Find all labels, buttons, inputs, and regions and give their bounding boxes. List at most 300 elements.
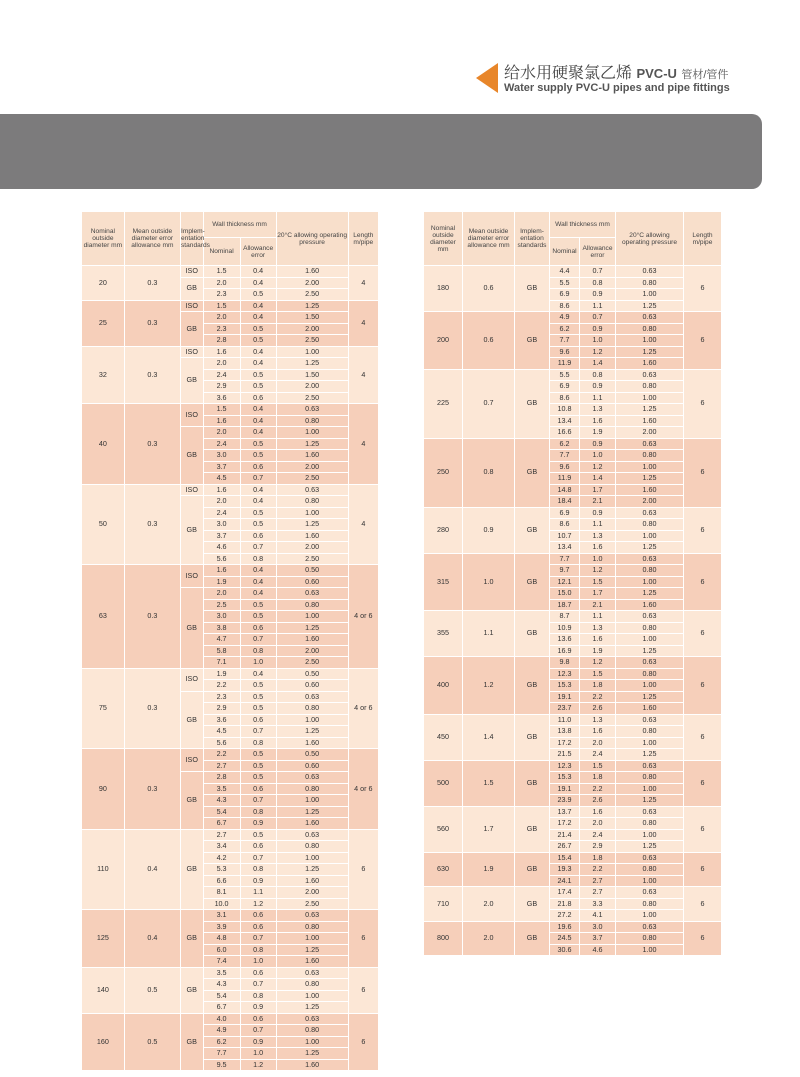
mean-od-cell: 0.5 bbox=[124, 967, 180, 1013]
pressure-cell: 0.50 bbox=[276, 668, 348, 680]
nominal-od-cell: 20 bbox=[82, 266, 125, 301]
mean-od-cell: 1.9 bbox=[463, 852, 515, 887]
wall-nominal-cell: 2.8 bbox=[203, 772, 240, 784]
nominal-od-cell: 90 bbox=[82, 749, 125, 830]
wall-allowance-cell: 0.4 bbox=[240, 668, 276, 680]
pressure-cell: 0.80 bbox=[276, 979, 348, 991]
pressure-cell: 2.50 bbox=[276, 289, 348, 301]
wall-nominal-cell: 2.7 bbox=[203, 829, 240, 841]
pressure-cell: 1.25 bbox=[616, 691, 684, 703]
wall-nominal-cell: 9.5 bbox=[203, 1059, 240, 1071]
wall-allowance-cell: 0.9 bbox=[580, 323, 616, 335]
standard-cell: GB bbox=[181, 277, 204, 300]
wall-nominal-cell: 1.5 bbox=[203, 404, 240, 416]
wall-nominal-cell: 6.7 bbox=[203, 818, 240, 830]
wall-nominal-cell: 18.7 bbox=[550, 599, 580, 611]
wall-allowance-cell: 0.4 bbox=[240, 496, 276, 508]
wall-nominal-cell: 4.4 bbox=[550, 266, 580, 278]
wall-allowance-cell: 0.9 bbox=[580, 289, 616, 301]
mean-od-cell: 1.5 bbox=[463, 760, 515, 806]
table-header bbox=[82, 212, 379, 266]
diameter-block bbox=[82, 266, 379, 301]
wall-allowance-cell: 0.4 bbox=[240, 484, 276, 496]
wall-allowance-cell: 1.3 bbox=[580, 530, 616, 542]
pressure-cell: 1.00 bbox=[616, 335, 684, 347]
wall-allowance-cell: 0.5 bbox=[240, 289, 276, 301]
diameter-block bbox=[82, 565, 379, 669]
wall-allowance-cell: 1.6 bbox=[580, 726, 616, 738]
wall-nominal-cell: 8.6 bbox=[550, 392, 580, 404]
header-length: Length m/pipe bbox=[684, 212, 722, 266]
pressure-cell: 1.00 bbox=[616, 875, 684, 887]
pressure-cell: 1.25 bbox=[616, 404, 684, 416]
length-cell: 6 bbox=[684, 438, 722, 507]
wall-nominal-cell: 2.0 bbox=[203, 277, 240, 289]
wall-nominal-cell: 8.1 bbox=[203, 887, 240, 899]
diameter-block bbox=[424, 714, 722, 760]
wall-nominal-cell: 7.1 bbox=[203, 657, 240, 669]
mean-od-cell: 0.5 bbox=[124, 1013, 180, 1071]
wall-nominal-cell: 1.6 bbox=[203, 565, 240, 577]
wall-allowance-cell: 1.9 bbox=[580, 645, 616, 657]
standard-cell: ISO bbox=[181, 346, 204, 358]
pressure-cell: 1.00 bbox=[276, 933, 348, 945]
length-cell: 6 bbox=[684, 657, 722, 715]
pressure-cell: 2.00 bbox=[276, 381, 348, 393]
pressure-cell: 0.80 bbox=[276, 783, 348, 795]
wall-nominal-cell: 15.4 bbox=[550, 852, 580, 864]
pressure-cell: 0.80 bbox=[616, 565, 684, 577]
wall-allowance-cell: 0.5 bbox=[240, 381, 276, 393]
wall-nominal-cell: 3.5 bbox=[203, 783, 240, 795]
wall-allowance-cell: 0.4 bbox=[240, 565, 276, 577]
wall-allowance-cell: 0.6 bbox=[240, 1013, 276, 1025]
wall-allowance-cell: 1.9 bbox=[580, 427, 616, 439]
standard-cell: GB bbox=[515, 611, 550, 657]
wall-nominal-cell: 1.5 bbox=[203, 300, 240, 312]
table-row bbox=[82, 910, 379, 922]
wall-allowance-cell: 1.6 bbox=[580, 806, 616, 818]
wall-allowance-cell: 0.9 bbox=[240, 875, 276, 887]
wall-allowance-cell: 2.4 bbox=[580, 749, 616, 761]
mean-od-cell: 2.0 bbox=[463, 921, 515, 956]
pressure-cell: 1.25 bbox=[276, 1048, 348, 1060]
wall-nominal-cell: 3.0 bbox=[203, 450, 240, 462]
pressure-cell: 1.60 bbox=[276, 1059, 348, 1071]
wall-nominal-cell: 9.8 bbox=[550, 657, 580, 669]
header-nominal-od: Nominal outside diameter mm bbox=[82, 212, 125, 266]
pressure-cell: 1.60 bbox=[276, 875, 348, 887]
wall-nominal-cell: 2.0 bbox=[203, 312, 240, 324]
wall-allowance-cell: 4.6 bbox=[580, 944, 616, 956]
wall-nominal-cell: 13.6 bbox=[550, 634, 580, 646]
mean-od-cell: 0.3 bbox=[124, 565, 180, 669]
wall-allowance-cell: 0.4 bbox=[240, 346, 276, 358]
pressure-cell: 1.50 bbox=[276, 369, 348, 381]
wall-allowance-cell: 0.8 bbox=[240, 645, 276, 657]
pressure-cell: 1.00 bbox=[276, 346, 348, 358]
table-row bbox=[82, 967, 379, 979]
wall-allowance-cell: 0.5 bbox=[240, 680, 276, 692]
pressure-cell: 0.80 bbox=[616, 898, 684, 910]
pressure-cell: 1.00 bbox=[276, 507, 348, 519]
pressure-cell: 1.00 bbox=[616, 634, 684, 646]
wall-allowance-cell: 1.2 bbox=[580, 565, 616, 577]
wall-allowance-cell: 1.5 bbox=[580, 760, 616, 772]
wall-nominal-cell: 15.3 bbox=[550, 680, 580, 692]
table-row bbox=[424, 369, 722, 381]
header-nominal-od: Nominal outside diameter mm bbox=[424, 212, 463, 266]
pressure-cell: 1.25 bbox=[276, 726, 348, 738]
wall-nominal-cell: 8.6 bbox=[550, 300, 580, 312]
pressure-cell: 2.00 bbox=[616, 496, 684, 508]
wall-nominal-cell: 13.4 bbox=[550, 415, 580, 427]
wall-allowance-cell: 0.6 bbox=[240, 622, 276, 634]
diameter-block bbox=[424, 806, 722, 852]
wall-nominal-cell: 19.1 bbox=[550, 691, 580, 703]
mean-od-cell: 1.1 bbox=[463, 611, 515, 657]
pressure-cell: 1.25 bbox=[616, 473, 684, 485]
pressure-cell: 1.25 bbox=[276, 438, 348, 450]
wall-allowance-cell: 2.2 bbox=[580, 691, 616, 703]
diameter-block bbox=[424, 760, 722, 806]
wall-allowance-cell: 1.3 bbox=[580, 404, 616, 416]
pressure-cell: 0.80 bbox=[616, 381, 684, 393]
wall-nominal-cell: 2.0 bbox=[203, 588, 240, 600]
wall-allowance-cell: 0.9 bbox=[580, 507, 616, 519]
title-suffix: 管材/管件 bbox=[681, 69, 729, 81]
table-row bbox=[424, 266, 722, 278]
wall-nominal-cell: 4.6 bbox=[203, 542, 240, 554]
mean-od-cell: 0.4 bbox=[124, 829, 180, 910]
wall-nominal-cell: 4.5 bbox=[203, 473, 240, 485]
diameter-block bbox=[424, 611, 722, 657]
pressure-cell: 2.50 bbox=[276, 657, 348, 669]
pressure-cell: 1.00 bbox=[616, 530, 684, 542]
nominal-od-cell: 710 bbox=[424, 887, 463, 922]
wall-allowance-cell: 0.7 bbox=[240, 634, 276, 646]
wall-nominal-cell: 19.1 bbox=[550, 783, 580, 795]
length-cell: 4 or 6 bbox=[348, 668, 378, 749]
wall-allowance-cell: 0.8 bbox=[240, 553, 276, 565]
wall-allowance-cell: 1.7 bbox=[580, 588, 616, 600]
pressure-cell: 0.63 bbox=[276, 484, 348, 496]
pressure-cell: 0.80 bbox=[276, 921, 348, 933]
nominal-od-cell: 630 bbox=[424, 852, 463, 887]
pressure-cell: 1.25 bbox=[616, 749, 684, 761]
standard-cell: ISO bbox=[181, 300, 204, 312]
wall-nominal-cell: 4.3 bbox=[203, 979, 240, 991]
length-cell: 6 bbox=[348, 967, 378, 1013]
pressure-cell: 0.63 bbox=[276, 910, 348, 922]
mean-od-cell: 0.3 bbox=[124, 300, 180, 346]
wall-nominal-cell: 3.7 bbox=[203, 461, 240, 473]
diameter-block bbox=[82, 1013, 379, 1071]
wall-allowance-cell: 2.1 bbox=[580, 496, 616, 508]
pressure-cell: 1.00 bbox=[276, 611, 348, 623]
standard-cell: GB bbox=[181, 358, 204, 404]
wall-allowance-cell: 0.8 bbox=[580, 277, 616, 289]
standard-cell: GB bbox=[515, 921, 550, 956]
nominal-od-cell: 32 bbox=[82, 346, 125, 404]
wall-allowance-cell: 0.5 bbox=[240, 829, 276, 841]
wall-nominal-cell: 8.7 bbox=[550, 611, 580, 623]
nominal-od-cell: 800 bbox=[424, 921, 463, 956]
pressure-cell: 2.50 bbox=[276, 392, 348, 404]
mean-od-cell: 0.3 bbox=[124, 404, 180, 485]
wall-nominal-cell: 5.3 bbox=[203, 864, 240, 876]
mean-od-cell: 0.3 bbox=[124, 346, 180, 404]
wall-nominal-cell: 6.6 bbox=[203, 875, 240, 887]
diameter-block bbox=[424, 887, 722, 922]
pressure-cell: 0.80 bbox=[616, 818, 684, 830]
pressure-cell: 2.00 bbox=[276, 277, 348, 289]
pressure-cell: 1.25 bbox=[616, 346, 684, 358]
wall-nominal-cell: 27.2 bbox=[550, 910, 580, 922]
standard-cell: GB bbox=[515, 553, 550, 611]
wall-allowance-cell: 0.8 bbox=[240, 806, 276, 818]
wall-allowance-cell: 0.5 bbox=[240, 438, 276, 450]
pressure-cell: 0.80 bbox=[616, 864, 684, 876]
pressure-cell: 1.60 bbox=[276, 956, 348, 968]
nominal-od-cell: 75 bbox=[82, 668, 125, 749]
table-row bbox=[424, 553, 722, 565]
wall-nominal-cell: 3.4 bbox=[203, 841, 240, 853]
standard-cell: GB bbox=[515, 657, 550, 715]
diameter-block bbox=[82, 668, 379, 749]
wall-nominal-cell: 2.2 bbox=[203, 749, 240, 761]
wall-nominal-cell: 21.4 bbox=[550, 829, 580, 841]
wall-allowance-cell: 0.7 bbox=[240, 726, 276, 738]
pressure-cell: 0.63 bbox=[616, 507, 684, 519]
length-cell: 6 bbox=[684, 852, 722, 887]
standard-cell: GB bbox=[181, 691, 204, 749]
wall-allowance-cell: 1.5 bbox=[580, 576, 616, 588]
header-band bbox=[0, 114, 762, 189]
table-row bbox=[82, 668, 379, 680]
wall-allowance-cell: 1.1 bbox=[580, 392, 616, 404]
wall-nominal-cell: 1.6 bbox=[203, 415, 240, 427]
pressure-cell: 1.00 bbox=[616, 737, 684, 749]
header-wall-thickness: Wall thickness mm bbox=[550, 212, 616, 238]
wall-nominal-cell: 1.6 bbox=[203, 346, 240, 358]
pressure-cell: 1.25 bbox=[616, 300, 684, 312]
wall-allowance-cell: 0.8 bbox=[580, 369, 616, 381]
pressure-cell: 1.25 bbox=[276, 944, 348, 956]
wall-allowance-cell: 0.5 bbox=[240, 323, 276, 335]
wall-allowance-cell: 0.6 bbox=[240, 461, 276, 473]
nominal-od-cell: 250 bbox=[424, 438, 463, 507]
mean-od-cell: 2.0 bbox=[463, 887, 515, 922]
pressure-cell: 0.80 bbox=[616, 323, 684, 335]
nominal-od-cell: 560 bbox=[424, 806, 463, 852]
pressure-cell: 1.60 bbox=[616, 358, 684, 370]
wall-nominal-cell: 7.7 bbox=[203, 1048, 240, 1060]
header-nominal: Nominal bbox=[203, 238, 240, 266]
wall-allowance-cell: 1.6 bbox=[580, 542, 616, 554]
wall-nominal-cell: 2.4 bbox=[203, 507, 240, 519]
standard-cell: GB bbox=[515, 312, 550, 370]
wall-nominal-cell: 13.7 bbox=[550, 806, 580, 818]
diameter-block bbox=[424, 553, 722, 611]
pressure-cell: 0.63 bbox=[276, 829, 348, 841]
standard-cell: GB bbox=[515, 887, 550, 922]
wall-nominal-cell: 6.2 bbox=[550, 323, 580, 335]
wall-nominal-cell: 2.7 bbox=[203, 760, 240, 772]
wall-allowance-cell: 0.6 bbox=[240, 967, 276, 979]
wall-nominal-cell: 6.2 bbox=[203, 1036, 240, 1048]
diameter-block bbox=[424, 438, 722, 507]
nominal-od-cell: 110 bbox=[82, 829, 125, 910]
length-cell: 6 bbox=[684, 760, 722, 806]
wall-nominal-cell: 2.2 bbox=[203, 680, 240, 692]
diameter-block bbox=[82, 346, 379, 404]
wall-nominal-cell: 11.9 bbox=[550, 473, 580, 485]
nominal-od-cell: 280 bbox=[424, 507, 463, 553]
pressure-cell: 1.00 bbox=[276, 427, 348, 439]
title-code: PVC-U bbox=[636, 66, 677, 81]
wall-nominal-cell: 3.8 bbox=[203, 622, 240, 634]
page-header bbox=[476, 60, 786, 100]
length-cell: 4 or 6 bbox=[348, 749, 378, 830]
wall-allowance-cell: 0.6 bbox=[240, 714, 276, 726]
pressure-cell: 0.63 bbox=[616, 921, 684, 933]
spec-table-left bbox=[81, 211, 379, 1071]
wall-allowance-cell: 0.4 bbox=[240, 266, 276, 278]
table-row bbox=[424, 714, 722, 726]
pressure-cell: 2.50 bbox=[276, 898, 348, 910]
pressure-cell: 0.63 bbox=[616, 611, 684, 623]
wall-nominal-cell: 24.1 bbox=[550, 875, 580, 887]
pressure-cell: 1.00 bbox=[276, 714, 348, 726]
pressure-cell: 1.00 bbox=[616, 783, 684, 795]
wall-allowance-cell: 0.7 bbox=[240, 795, 276, 807]
wall-nominal-cell: 1.9 bbox=[203, 576, 240, 588]
pressure-cell: 0.80 bbox=[616, 277, 684, 289]
pressure-cell: 2.50 bbox=[276, 335, 348, 347]
wall-allowance-cell: 0.8 bbox=[240, 737, 276, 749]
wall-nominal-cell: 4.8 bbox=[203, 933, 240, 945]
pressure-cell: 1.60 bbox=[616, 484, 684, 496]
pressure-cell: 2.00 bbox=[276, 323, 348, 335]
wall-allowance-cell: 0.5 bbox=[240, 599, 276, 611]
wall-allowance-cell: 1.1 bbox=[240, 887, 276, 899]
header-length: Length m/pipe bbox=[348, 212, 378, 266]
wall-nominal-cell: 4.7 bbox=[203, 634, 240, 646]
pressure-cell: 0.80 bbox=[616, 668, 684, 680]
length-cell: 6 bbox=[348, 910, 378, 968]
wall-allowance-cell: 1.8 bbox=[580, 680, 616, 692]
wall-allowance-cell: 1.2 bbox=[580, 657, 616, 669]
wall-allowance-cell: 2.6 bbox=[580, 703, 616, 715]
mean-od-cell: 0.8 bbox=[463, 438, 515, 507]
wall-allowance-cell: 0.6 bbox=[240, 530, 276, 542]
wall-nominal-cell: 3.1 bbox=[203, 910, 240, 922]
pressure-cell: 0.63 bbox=[276, 691, 348, 703]
wall-nominal-cell: 23.7 bbox=[550, 703, 580, 715]
wall-allowance-cell: 1.7 bbox=[580, 484, 616, 496]
wall-nominal-cell: 15.0 bbox=[550, 588, 580, 600]
standard-cell: GB bbox=[181, 312, 204, 347]
nominal-od-cell: 140 bbox=[82, 967, 125, 1013]
standard-cell: GB bbox=[515, 760, 550, 806]
length-cell: 6 bbox=[348, 829, 378, 910]
table-row bbox=[424, 438, 722, 450]
pressure-cell: 0.63 bbox=[616, 657, 684, 669]
table-row bbox=[424, 921, 722, 933]
wall-nominal-cell: 18.4 bbox=[550, 496, 580, 508]
header-implementation: Implem-entation standards bbox=[181, 212, 204, 266]
nominal-od-cell: 355 bbox=[424, 611, 463, 657]
wall-allowance-cell: 0.5 bbox=[240, 760, 276, 772]
wall-allowance-cell: 0.5 bbox=[240, 335, 276, 347]
pressure-cell: 0.63 bbox=[616, 553, 684, 565]
wall-allowance-cell: 1.3 bbox=[580, 714, 616, 726]
wall-allowance-cell: 0.4 bbox=[240, 427, 276, 439]
pressure-cell: 0.63 bbox=[276, 404, 348, 416]
wall-nominal-cell: 5.5 bbox=[550, 369, 580, 381]
pressure-cell: 1.25 bbox=[616, 542, 684, 554]
standard-cell: ISO bbox=[181, 749, 204, 772]
wall-nominal-cell: 5.4 bbox=[203, 990, 240, 1002]
header-allowance: Allowance error bbox=[240, 238, 276, 266]
wall-allowance-cell: 0.4 bbox=[240, 576, 276, 588]
wall-nominal-cell: 10.8 bbox=[550, 404, 580, 416]
wall-nominal-cell: 10.9 bbox=[550, 622, 580, 634]
diameter-block bbox=[424, 852, 722, 887]
wall-nominal-cell: 2.0 bbox=[203, 496, 240, 508]
wall-allowance-cell: 0.5 bbox=[240, 519, 276, 531]
wall-allowance-cell: 3.0 bbox=[580, 921, 616, 933]
wall-allowance-cell: 1.6 bbox=[580, 415, 616, 427]
length-cell: 6 bbox=[684, 921, 722, 956]
pressure-cell: 0.80 bbox=[276, 703, 348, 715]
pressure-cell: 1.25 bbox=[616, 645, 684, 657]
pressure-cell: 1.60 bbox=[616, 703, 684, 715]
diameter-block bbox=[82, 300, 379, 346]
pressure-cell: 0.63 bbox=[616, 714, 684, 726]
wall-nominal-cell: 3.6 bbox=[203, 392, 240, 404]
wall-allowance-cell: 3.3 bbox=[580, 898, 616, 910]
pressure-cell: 1.00 bbox=[616, 392, 684, 404]
wall-allowance-cell: 0.9 bbox=[240, 1002, 276, 1014]
wall-nominal-cell: 5.6 bbox=[203, 737, 240, 749]
wall-allowance-cell: 2.1 bbox=[580, 599, 616, 611]
pressure-cell: 2.00 bbox=[276, 887, 348, 899]
wall-nominal-cell: 17.4 bbox=[550, 887, 580, 899]
mean-od-cell: 1.0 bbox=[463, 553, 515, 611]
wall-nominal-cell: 9.7 bbox=[550, 565, 580, 577]
header-pressure: 20°C allowing operating pressure bbox=[616, 212, 684, 266]
pressure-cell: 0.80 bbox=[276, 496, 348, 508]
diameter-block bbox=[424, 369, 722, 438]
wall-nominal-cell: 12.3 bbox=[550, 668, 580, 680]
wall-allowance-cell: 2.4 bbox=[580, 829, 616, 841]
wall-allowance-cell: 0.7 bbox=[240, 542, 276, 554]
wall-allowance-cell: 1.0 bbox=[580, 335, 616, 347]
wall-allowance-cell: 0.5 bbox=[240, 703, 276, 715]
pressure-cell: 0.63 bbox=[616, 312, 684, 324]
wall-allowance-cell: 2.0 bbox=[580, 737, 616, 749]
standard-cell: GB bbox=[515, 507, 550, 553]
diameter-block bbox=[82, 910, 379, 968]
wall-nominal-cell: 2.5 bbox=[203, 599, 240, 611]
diameter-block bbox=[424, 921, 722, 956]
wall-allowance-cell: 0.9 bbox=[580, 381, 616, 393]
pressure-cell: 0.63 bbox=[616, 266, 684, 278]
pressure-cell: 2.50 bbox=[276, 473, 348, 485]
pressure-cell: 0.63 bbox=[616, 438, 684, 450]
